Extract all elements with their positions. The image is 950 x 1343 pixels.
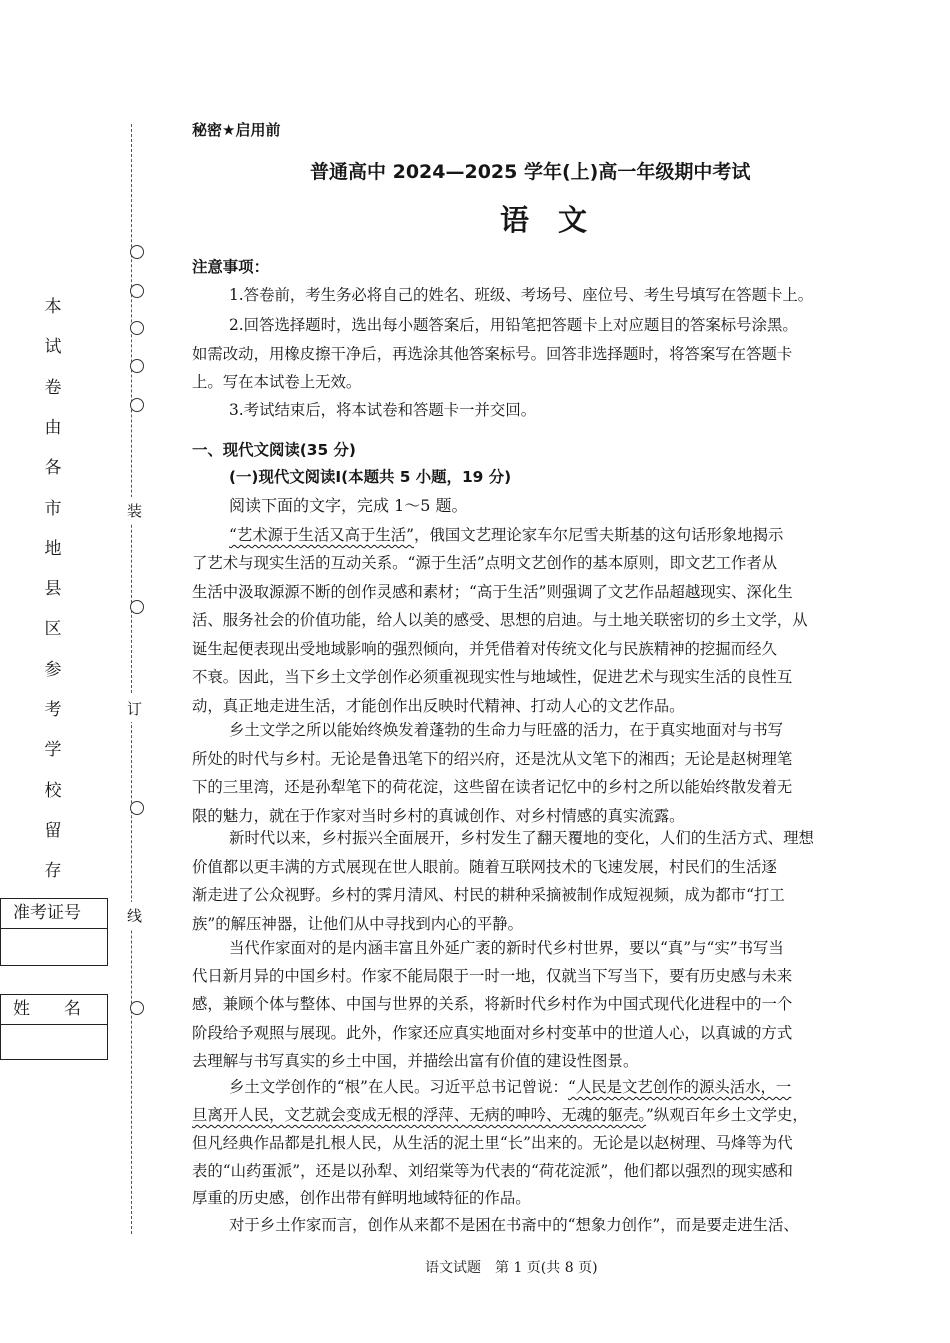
passage-line: 诞生起便表现出受地域影响的强烈倾向，并凭借着对传统文化与民族精神的挖掘而经久 [192,639,777,658]
exam-id-field[interactable] [1,929,107,965]
binding-hole-icon [130,284,144,298]
binding-hole-icon [130,1001,144,1015]
binding-hole-icon [130,321,144,335]
note-line: 上。写在本试卷上无效。 [192,373,362,391]
passage-line: 表的“山药蛋派”，还是以孙犁、刘绍棠等为代表的“荷花淀派”，他们都以强烈的现实感和 [192,1161,793,1180]
passage-line: “艺术源于生活又高于生活”，俄国文艺理论家车尔尼雪夫斯基的这句话形象地揭示 [229,526,784,544]
vertical-note-char: 各 [44,458,62,479]
vertical-note-char: 校 [44,780,62,801]
passage-line: 代日新月异的中国乡村。作家不能局限于一时一地，仅就当下写当下，要有历史感与未来 [192,967,793,986]
passage-line: 旦离开人民，文艺就会变成无根的浮萍、无病的呻吟、无魂的躯壳。”纵观百年乡土文学史， [192,1106,808,1124]
passage-line: 族”的解压神器，让他们从中寻找到内心的平静。 [192,914,524,933]
passage-line: 活、服务社会的价值功能，给人以美的感受、思想的启迪。与土地关联密切的乡土文学，从 [192,611,808,629]
passage-line: 渐走进了公众视野。乡村的霁月清风、村民的耕种采摘被制作成短视频，成为都市“打工 [192,886,785,904]
exam-title: 普通高中 2024—2025 学年(上)高一年级期中考试 [310,161,751,183]
passage-line: 下的三里湾，还是孙犁笔下的荷花淀，这些留在读者记忆中的乡村之所以能始终散发着无 [192,778,793,796]
subject-title: 语 文 [500,203,588,237]
binding-label-xian: 线 [127,902,142,929]
passage-line: 但凡经典作品都是扎根人民，从生活的泥土里“长”出来的。无论是以赵树理、马烽等为代 [192,1134,793,1152]
passage-line: 对于乡土作家而言，创作从来都不是困在书斋中的“想象力创作”，而是要走进生活、 [229,1216,799,1234]
name-label: 姓 名 [1,995,107,1025]
vertical-note-char: 区 [44,619,62,640]
reading-instruction: 阅读下面的文字，完成 1～5 题。 [229,496,468,515]
passage-line: 限的魅力，就在于作家对当时乡村的真诚创作、对乡村情感的真实流露。 [192,806,685,825]
vertical-note-char: 参 [44,659,62,680]
exam-id-box [0,898,108,966]
vertical-note-char: 学 [44,740,62,761]
vertical-note-char: 本 [44,297,62,317]
binding-hole-icon [130,398,144,412]
note-line: 如需改动，用橡皮擦干净后，再选涂其他答案标号。回答非选择题时，将答案写在答题卡 [192,345,793,363]
vertical-note-char: 由 [44,417,62,438]
note-line: 1.答卷前，考生务必将自己的姓名、班级、考场号、座位号、考生号填写在答题卡上。 [229,286,814,304]
binding-hole-icon [130,801,144,815]
passage-line: 乡土文学创作的“根”在人民。习近平总书记曾说：“人民是文艺创作的源头活水，一 [229,1078,792,1096]
passage-line: 感，兼顾个体与整体、中国与世界的关系，将新时代乡村作为中国式现代化进程中的一个 [192,995,793,1014]
note-line: 2.回答选择题时，选出每小题答案后，用铅笔把答题卡上对应题目的答案标号涂黑。 [229,316,798,334]
binding-hole-icon [130,245,144,259]
section-subtitle: (一)现代文阅读Ⅰ(本题共 5 小题，19 分) [229,468,512,486]
exam-id-label: 准考证号 [1,899,107,929]
passage-line: 生活中汲取源源不断的创作灵感和素材；“高于生活”则强调了文艺作品超越现实、深化生 [192,582,793,601]
vertical-note-char: 县 [44,579,62,600]
note-line: 3.考试结束后，将本试卷和答题卡一并交回。 [229,401,537,419]
page-footer: 语文试题 第 1 页(共 8 页) [425,1260,598,1276]
name-field[interactable] [1,1025,107,1059]
vertical-note-char: 卷 [44,377,62,398]
vertical-note-char: 留 [44,820,62,841]
passage-line: 了艺术与现实生活的互动关系。“源于生活”点明文艺创作的基本原则，即文艺工作者从 [192,554,778,572]
vertical-note-char: 存 [44,861,62,882]
binding-label-ding: 订 [127,695,142,722]
vertical-note-char: 市 [44,498,62,519]
notes-heading: 注意事项： [192,258,269,276]
passage-line: 新时代以来，乡村振兴全面展开，乡村发生了翻天覆地的变化，人们的生活方式、理想 [229,829,814,847]
passage-line: 不衰。因此，当下乡土文学创作必须重视现实性与地域性，促进艺术与现实生活的良性互 [192,668,793,686]
underlined-quote: “人民是文艺创作的源头活水，一 [567,1078,792,1096]
binding-hole-icon [130,600,144,614]
passage-line: 厚重的历史感，创作出带有鲜明地域特征的作品。 [192,1189,531,1207]
passage-line: 价值都以更丰满的方式展现在世人眼前。随着互联网技术的飞速发展，村民们的生活逐 [192,857,777,876]
underlined-quote: “艺术源于生活又高于生活” [229,526,415,544]
confidential-mark: 秘密★启用前 [192,121,281,139]
passage-line: 所处的时代与乡村。无论是鲁迅笔下的绍兴府，还是沈从文笔下的湘西；无论是赵树理笔 [192,749,793,768]
binding-label-zhuang: 装 [127,497,142,524]
passage-line: 动，真正地走进生活，才能创作出反映时代精神、打动人心的文艺作品。 [192,696,685,715]
section-title: 一、现代文阅读(35 分) [192,441,356,459]
vertical-note-char: 地 [44,538,62,559]
binding-hole-icon [130,359,144,373]
passage-line: 去理解与书写真实的乡土中国，并描绘出富有价值的建设性图景。 [192,1051,639,1070]
name-box [0,994,108,1060]
passage-line: 乡土文学之所以能始终焕发着蓬勃的生命力与旺盛的活力，在于真实地面对与书写 [229,721,784,739]
underlined-quote: 旦离开人民，文艺就会变成无根的浮萍、无病的呻吟、无魂的躯壳。 [192,1106,647,1124]
passage-line: 阶段给予观照与展现。此外，作家还应真实地面对乡村变革中的世道人心，以真诚的方式 [192,1023,793,1042]
passage-line: 当代作家面对的是内涵丰富且外延广袤的新时代乡村世界，要以“真”与“实”书写当 [229,939,784,957]
vertical-note-char: 试 [44,337,62,358]
vertical-note-char: 考 [44,700,62,720]
